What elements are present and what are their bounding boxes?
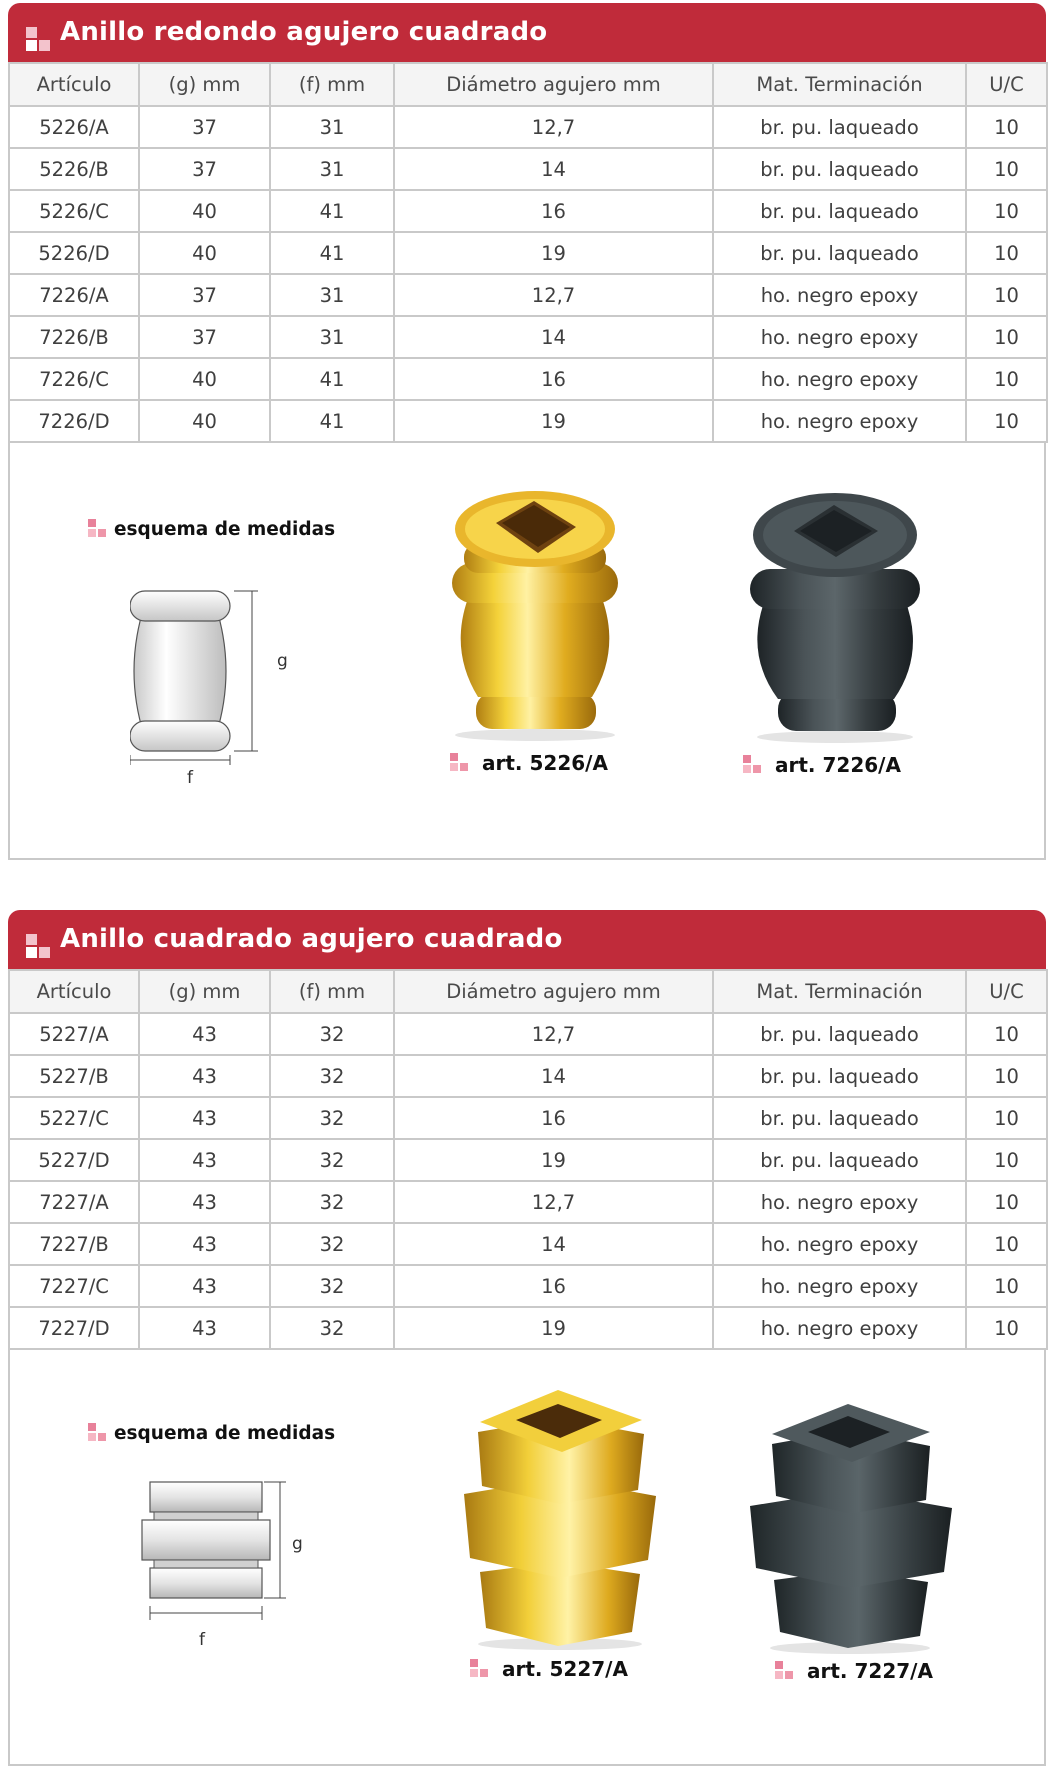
cell-g: 43 <box>139 1055 270 1097</box>
cell-material: br. pu. laqueado <box>713 1055 966 1097</box>
bullet-icon <box>88 519 108 539</box>
cell-articulo: 5226/C <box>9 190 139 232</box>
table-row <box>9 1223 1047 1265</box>
legend-label: esquema de medidas <box>114 1423 336 1444</box>
bullet-icon <box>743 755 763 775</box>
cell-articulo: 7226/B <box>9 316 139 358</box>
cell-articulo: 7227/A <box>9 1181 139 1223</box>
col-header-diametro: Diámetro agujero mm <box>394 63 713 106</box>
cell-g: 43 <box>139 1013 270 1055</box>
cell-f: 32 <box>270 1223 394 1265</box>
table-header-row <box>9 970 1047 1013</box>
cell-g: 43 <box>139 1223 270 1265</box>
cell-material: ho. negro epoxy <box>713 1181 966 1223</box>
cell-uc: 10 <box>966 1265 1047 1307</box>
cell-material: ho. negro epoxy <box>713 358 966 400</box>
cell-material: ho. negro epoxy <box>713 1307 966 1349</box>
cell-uc: 10 <box>966 400 1047 442</box>
bullet-icon <box>775 1661 795 1681</box>
table-row <box>9 1013 1047 1055</box>
cell-g: 43 <box>139 1181 270 1223</box>
cell-articulo: 7226/A <box>9 274 139 316</box>
cell-material: ho. negro epoxy <box>713 274 966 316</box>
section-logo-icon <box>26 27 50 51</box>
dimension-f-label: f <box>199 1630 205 1650</box>
col-header-g: (g) mm <box>139 970 270 1013</box>
cell-g: 43 <box>139 1139 270 1181</box>
cell-material: ho. negro epoxy <box>713 1265 966 1307</box>
cell-diametro: 14 <box>394 1223 713 1265</box>
col-header-f: (f) mm <box>270 970 394 1013</box>
cell-diametro: 19 <box>394 1139 713 1181</box>
section-title: Anillo redondo agujero cuadrado <box>60 17 548 47</box>
col-header-articulo: Artículo <box>9 970 139 1013</box>
cell-material: ho. negro epoxy <box>713 1223 966 1265</box>
cell-articulo: 5227/D <box>9 1139 139 1181</box>
caption-label: art. 7226/A <box>775 753 901 777</box>
col-header-articulo: Artículo <box>9 63 139 106</box>
cell-articulo: 5226/A <box>9 106 139 148</box>
cell-material: br. pu. laqueado <box>713 106 966 148</box>
col-header-uc: U/C <box>966 970 1047 1013</box>
table-row <box>9 190 1047 232</box>
legend-label: esquema de medidas <box>114 519 336 540</box>
cell-articulo: 7226/D <box>9 400 139 442</box>
table-row <box>9 274 1047 316</box>
product-section-square <box>8 910 1046 1766</box>
cell-f: 31 <box>270 274 394 316</box>
cell-f: 41 <box>270 358 394 400</box>
cell-diametro: 12,7 <box>394 274 713 316</box>
cell-f: 32 <box>270 1139 394 1181</box>
cell-articulo: 7227/B <box>9 1223 139 1265</box>
caption-label: art. 5226/A <box>482 751 608 775</box>
black-square-ring-photo <box>740 1394 960 1656</box>
table-row <box>9 400 1047 442</box>
cell-uc: 10 <box>966 1223 1047 1265</box>
table-header-row <box>9 63 1047 106</box>
col-header-g: (g) mm <box>139 63 270 106</box>
dimension-g-label: g <box>292 1534 303 1554</box>
black-round-ring-photo <box>730 485 940 745</box>
cell-f: 31 <box>270 148 394 190</box>
cell-material: br. pu. laqueado <box>713 1139 966 1181</box>
col-header-material: Mat. Terminación <box>713 970 966 1013</box>
spec-table <box>8 969 1048 1350</box>
section-title: Anillo cuadrado agujero cuadrado <box>60 924 563 954</box>
cell-diametro: 14 <box>394 316 713 358</box>
cell-material: br. pu. laqueado <box>713 1097 966 1139</box>
col-header-material: Mat. Terminación <box>713 63 966 106</box>
table-row <box>9 316 1047 358</box>
cell-g: 37 <box>139 316 270 358</box>
spec-table <box>8 62 1048 443</box>
bullet-icon <box>88 1423 108 1443</box>
cell-f: 32 <box>270 1013 394 1055</box>
caption-label: art. 5227/A <box>502 1657 628 1681</box>
cell-diametro: 16 <box>394 190 713 232</box>
cell-uc: 10 <box>966 148 1047 190</box>
cell-articulo: 5226/D <box>9 232 139 274</box>
brass-round-ring-photo <box>430 483 640 743</box>
caption-label: art. 7227/A <box>807 1659 933 1683</box>
cell-uc: 10 <box>966 106 1047 148</box>
cell-f: 32 <box>270 1097 394 1139</box>
cell-f: 31 <box>270 316 394 358</box>
cell-uc: 10 <box>966 1181 1047 1223</box>
cell-diametro: 19 <box>394 232 713 274</box>
cell-articulo: 5227/B <box>9 1055 139 1097</box>
cell-uc: 10 <box>966 1097 1047 1139</box>
cell-f: 32 <box>270 1055 394 1097</box>
image-panel <box>8 443 1046 860</box>
cell-articulo: 7227/C <box>9 1265 139 1307</box>
cell-g: 40 <box>139 232 270 274</box>
cell-diametro: 12,7 <box>394 106 713 148</box>
image-panel <box>8 1350 1046 1766</box>
cell-uc: 10 <box>966 1013 1047 1055</box>
cell-g: 43 <box>139 1307 270 1349</box>
cell-g: 40 <box>139 190 270 232</box>
table-row <box>9 232 1047 274</box>
cell-f: 32 <box>270 1265 394 1307</box>
cell-g: 40 <box>139 358 270 400</box>
cell-g: 43 <box>139 1265 270 1307</box>
cell-uc: 10 <box>966 232 1047 274</box>
table-row <box>9 1055 1047 1097</box>
cell-articulo: 5226/B <box>9 148 139 190</box>
brass-square-ring-photo <box>450 1382 670 1652</box>
col-header-f: (f) mm <box>270 63 394 106</box>
cell-g: 37 <box>139 106 270 148</box>
table-row <box>9 1265 1047 1307</box>
cell-f: 41 <box>270 232 394 274</box>
cell-diametro: 19 <box>394 400 713 442</box>
cell-material: ho. negro epoxy <box>713 316 966 358</box>
cell-articulo: 5227/A <box>9 1013 139 1055</box>
cell-articulo: 5227/C <box>9 1097 139 1139</box>
cell-uc: 10 <box>966 316 1047 358</box>
cell-uc: 10 <box>966 274 1047 316</box>
cell-f: 31 <box>270 106 394 148</box>
cell-diametro: 14 <box>394 1055 713 1097</box>
cell-diametro: 16 <box>394 358 713 400</box>
cell-diametro: 14 <box>394 148 713 190</box>
cell-material: ho. negro epoxy <box>713 400 966 442</box>
bullet-icon <box>450 753 470 773</box>
cell-g: 40 <box>139 400 270 442</box>
cell-g: 37 <box>139 148 270 190</box>
cell-uc: 10 <box>966 358 1047 400</box>
cell-material: br. pu. laqueado <box>713 148 966 190</box>
table-row <box>9 1097 1047 1139</box>
cell-articulo: 7227/D <box>9 1307 139 1349</box>
section-header <box>8 3 1046 62</box>
cell-g: 43 <box>139 1097 270 1139</box>
bullet-icon <box>470 1659 490 1679</box>
cell-f: 41 <box>270 190 394 232</box>
table-row <box>9 358 1047 400</box>
col-header-diametro: Diámetro agujero mm <box>394 970 713 1013</box>
cell-diametro: 12,7 <box>394 1181 713 1223</box>
table-row <box>9 1181 1047 1223</box>
cell-material: br. pu. laqueado <box>713 232 966 274</box>
col-header-uc: U/C <box>966 63 1047 106</box>
table-row <box>9 106 1047 148</box>
cell-uc: 10 <box>966 1055 1047 1097</box>
cell-uc: 10 <box>966 1139 1047 1181</box>
product-section-round <box>8 3 1046 860</box>
cell-uc: 10 <box>966 190 1047 232</box>
dimension-f-label: f <box>187 768 193 788</box>
cell-diametro: 19 <box>394 1307 713 1349</box>
table-row <box>9 1139 1047 1181</box>
round-ring-diagram <box>130 579 280 765</box>
section-header <box>8 910 1046 969</box>
square-ring-diagram <box>140 1480 290 1640</box>
section-logo-icon <box>26 934 50 958</box>
cell-f: 32 <box>270 1181 394 1223</box>
table-row <box>9 1307 1047 1349</box>
cell-g: 37 <box>139 274 270 316</box>
table-row <box>9 148 1047 190</box>
cell-f: 41 <box>270 400 394 442</box>
cell-diametro: 16 <box>394 1097 713 1139</box>
cell-material: br. pu. laqueado <box>713 1013 966 1055</box>
cell-articulo: 7226/C <box>9 358 139 400</box>
cell-diametro: 16 <box>394 1265 713 1307</box>
cell-f: 32 <box>270 1307 394 1349</box>
dimension-g-label: g <box>277 651 288 671</box>
cell-diametro: 12,7 <box>394 1013 713 1055</box>
cell-material: br. pu. laqueado <box>713 190 966 232</box>
cell-uc: 10 <box>966 1307 1047 1349</box>
